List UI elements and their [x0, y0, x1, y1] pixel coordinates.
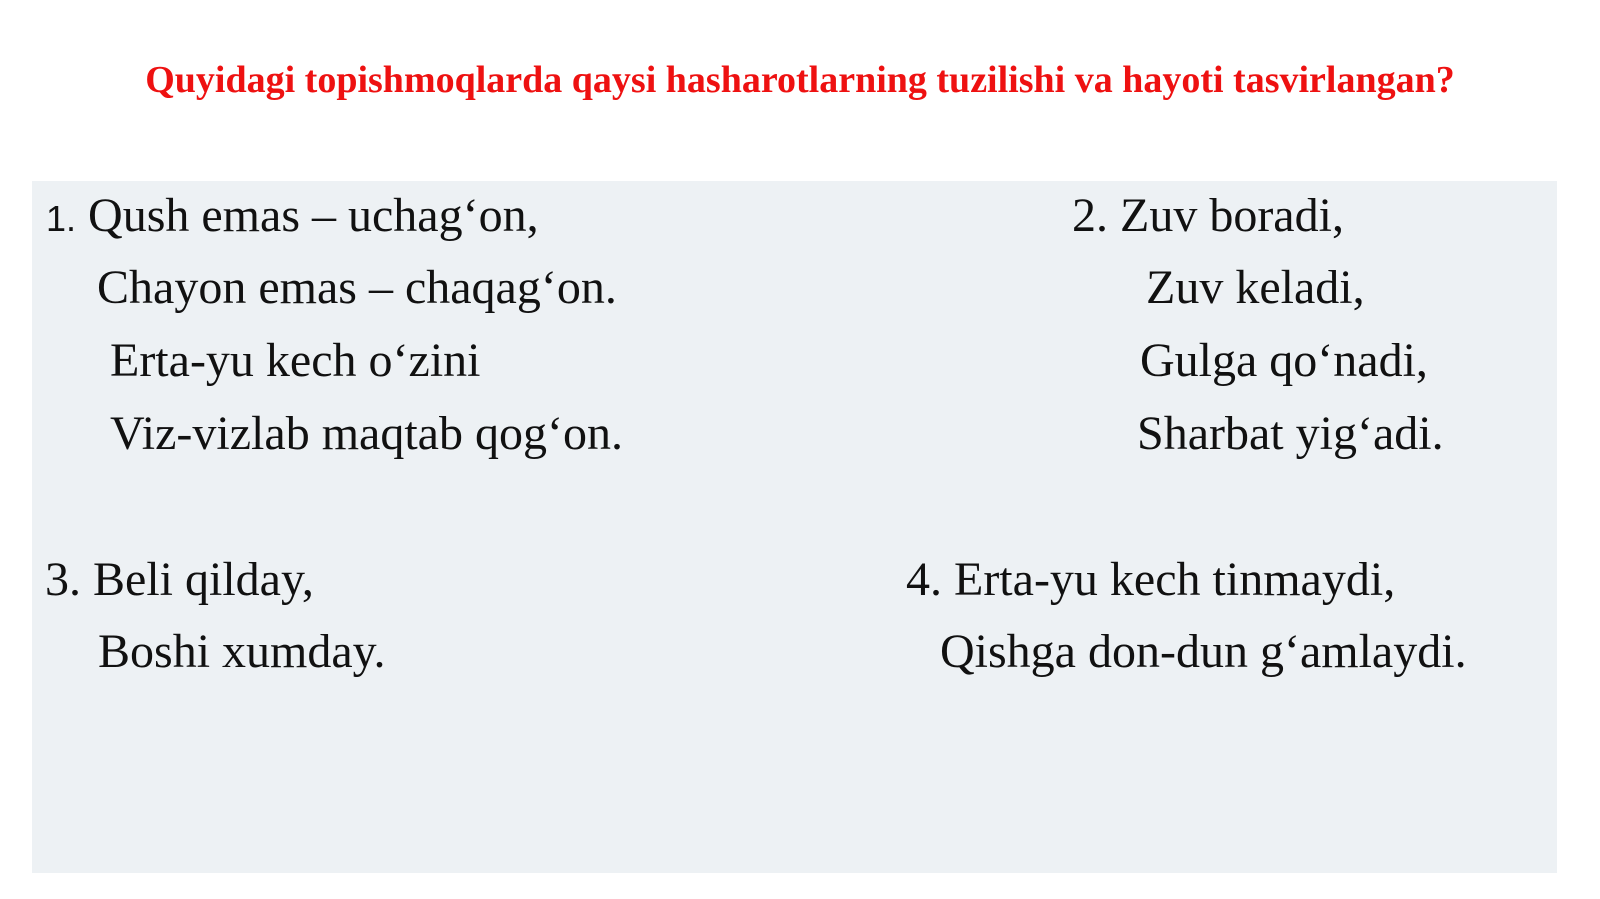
- riddle-3-line-1: [45, 553, 314, 606]
- riddle-2-line-3: Gulga qo‘nadi,: [1140, 334, 1428, 387]
- riddle-1-line-4: Viz-vizlab maqtab qog‘on.: [110, 407, 623, 460]
- riddle-4-number: 4.: [906, 553, 942, 606]
- riddle-3-number: 3.: [45, 553, 81, 606]
- riddle-1-number: 1.: [46, 198, 77, 239]
- riddle-2-line-1-text: Zuv boradi,: [1120, 189, 1344, 242]
- riddle-2-line-2: Zuv keladi,: [1146, 261, 1365, 314]
- riddle-4-line-1-text: Erta-yu kech tinmaydi,: [954, 553, 1396, 606]
- slide-title: Quyidagi topishmoqlarda qaysi hasharotlarning tuzilishi va hayoti tasvirlangan?: [145, 59, 1455, 101]
- riddle-2-number: 2.: [1072, 189, 1108, 242]
- riddle-1-line-3: Erta-yu kech o‘zini: [110, 334, 481, 387]
- riddle-1-line-2: Chayon emas – chaqag‘on.: [97, 261, 617, 314]
- riddle-4-line-1: [906, 553, 1396, 606]
- riddle-2-line-4: Sharbat yig‘adi.: [1137, 407, 1444, 460]
- riddle-2-line-1: [1072, 189, 1344, 242]
- riddle-3-line-1-text: Beli qilday,: [93, 553, 314, 606]
- riddle-4-line-2: Qishga don-dun g‘amlaydi.: [940, 625, 1467, 678]
- riddle-1-line-1: [46, 189, 539, 242]
- riddle-1-line-1-text: Qush emas – uchag‘on,: [88, 189, 539, 242]
- riddle-3-line-2: Boshi xumday.: [98, 625, 386, 678]
